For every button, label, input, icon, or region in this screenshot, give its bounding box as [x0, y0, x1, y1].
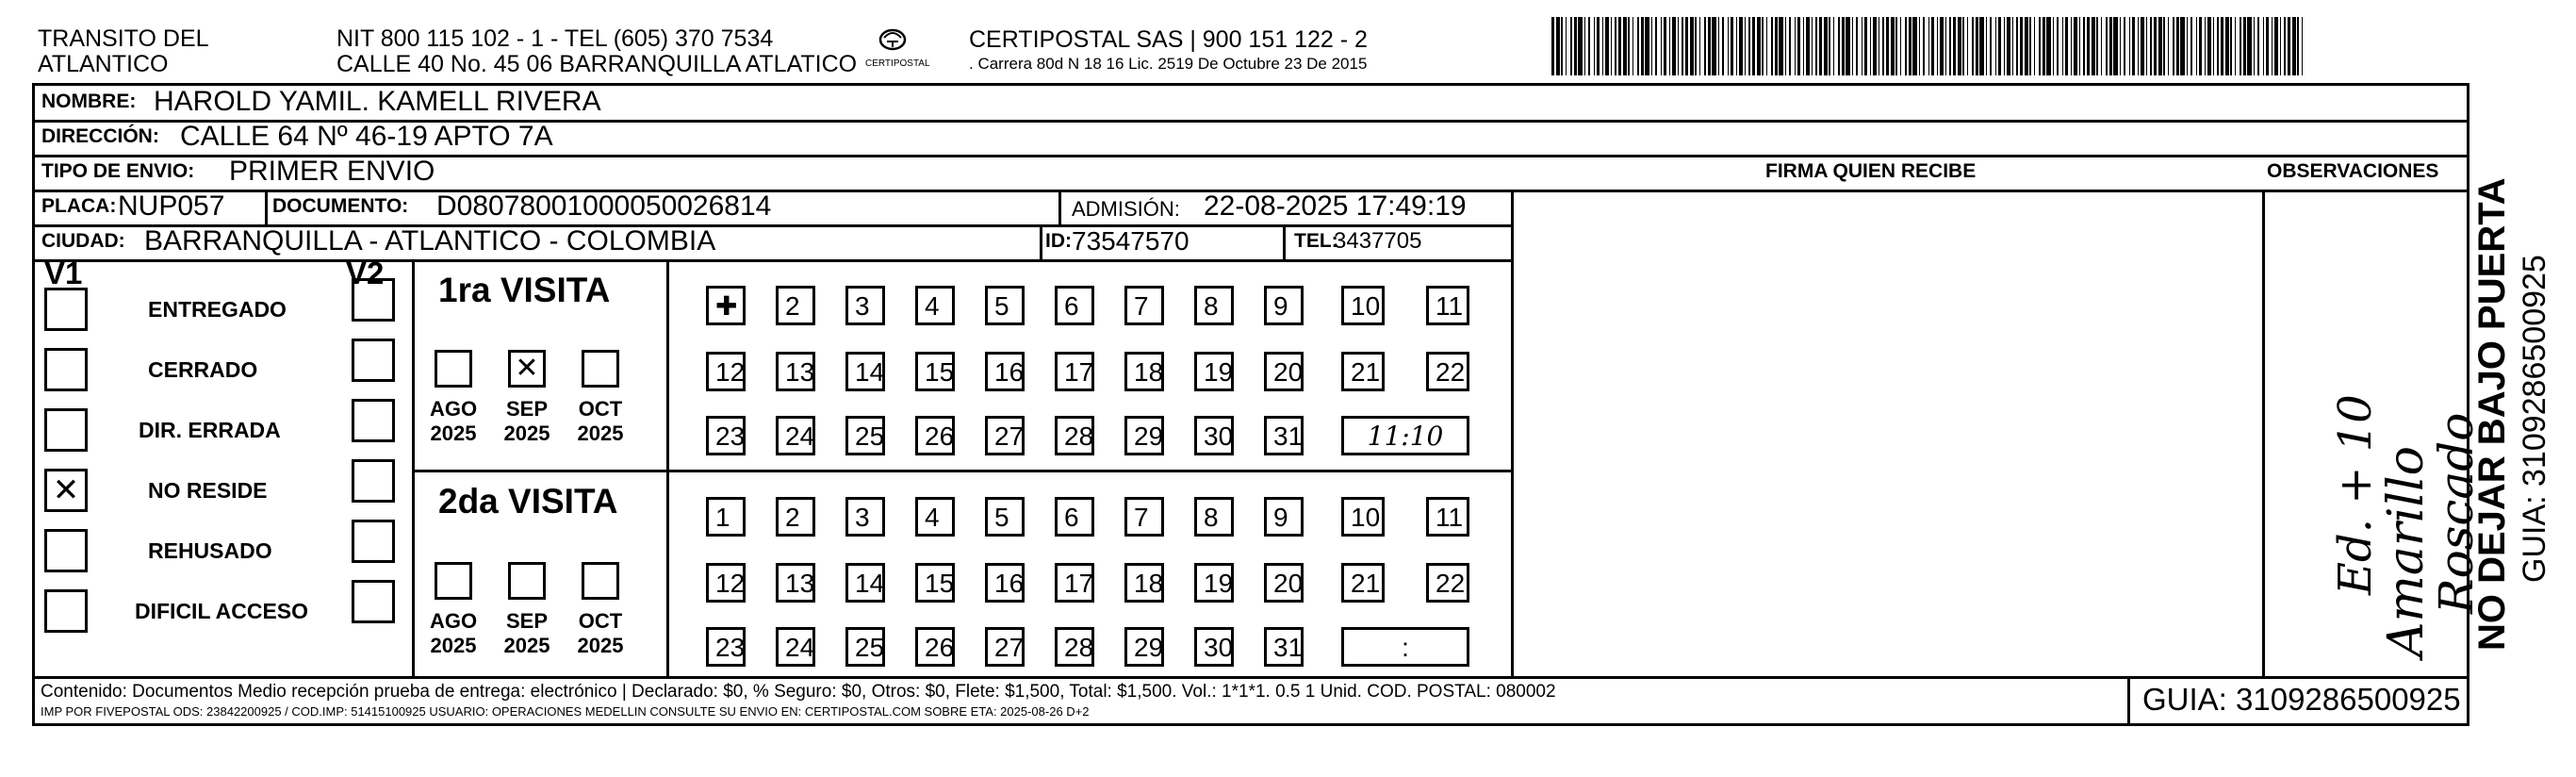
v1-header: V1: [44, 256, 83, 290]
id-value: 73547570: [1072, 226, 1190, 256]
day-box[interactable]: 31: [1264, 416, 1304, 455]
v1-checkbox[interactable]: [44, 348, 88, 391]
tipo-envio-value: PRIMER ENVIO: [229, 156, 435, 187]
handwritten-note-1: Ed. + 10: [2329, 394, 2382, 595]
footer-guia: GUIA: 3109286500925: [2142, 682, 2461, 717]
documento-value: D08078001000050026814: [436, 190, 772, 222]
day-box[interactable]: 13: [776, 563, 815, 603]
observaciones-header: OBSERVACIONES: [2267, 160, 2439, 182]
day-box[interactable]: 10: [1341, 497, 1385, 537]
org-line-1: TRANSITO DEL: [38, 25, 209, 52]
time-box[interactable]: :: [1341, 627, 1469, 667]
certipostal-logo: [860, 23, 930, 75]
no-dejar-bajo-puerta: NO DEJAR BAJO PUERTA: [2471, 177, 2513, 651]
day-box[interactable]: 14: [845, 563, 885, 603]
day-box[interactable]: 28: [1055, 416, 1094, 455]
barcode: [1551, 17, 2304, 75]
org-address: [336, 26, 857, 77]
month-label: SEP 2025: [503, 609, 550, 657]
courier-line-2: . Carrera 80d N 18 16 Lic. 2519 De Octubre 23 De 2015: [969, 55, 1368, 73]
day-box[interactable]: 24: [776, 416, 815, 455]
second-visit-title: 2da VISITA: [438, 482, 618, 521]
tel-value: 3437705: [1334, 228, 1422, 254]
day-box[interactable]: 15: [915, 352, 955, 391]
day-box[interactable]: 7: [1124, 286, 1164, 325]
v2-header: V2: [346, 256, 385, 290]
address-line: CALLE 40 No. 45 06 BARRANQUILLA ATLATICO: [336, 51, 858, 77]
ciudad-value: BARRANQUILLA - ATLANTICO - COLOMBIA: [144, 225, 716, 256]
day-box[interactable]: 20: [1264, 352, 1304, 391]
day-box[interactable]: 4: [915, 497, 955, 537]
day-box[interactable]: 4: [915, 286, 955, 325]
day-box[interactable]: 22: [1426, 563, 1469, 603]
placa-value: NUP057: [118, 190, 225, 222]
ciudad-label: CIUDAD:: [41, 230, 125, 252]
direccion-value: CALLE 64 Nº 46-19 APTO 7A: [180, 121, 553, 152]
status-label: DIFICIL ACCESO: [135, 599, 309, 623]
v2-checkbox[interactable]: [352, 278, 395, 322]
day-box[interactable]: 7: [1124, 497, 1164, 537]
org-line-2: ATLANTICO: [38, 51, 169, 77]
v2-checkbox[interactable]: [352, 459, 395, 503]
day-box[interactable]: 12: [706, 563, 746, 603]
footer-imp-line: IMP POR FIVEPOSTAL ODS: 23842200925 / COD.IMP: 51415100925 USUARIO: OPERACIONES MEDELLIN CONSULTE SU ENVIO EN: CERTIPOSTAL.COM SOBRE ETA: 2025-08-26 D+2: [41, 704, 1090, 719]
nombre-value: HAROLD YAMIL. KAMELL RIVERA: [154, 86, 601, 117]
v1-checkbox[interactable]: [44, 589, 88, 633]
day-box[interactable]: 21: [1341, 352, 1385, 391]
month-label: AGO 2025: [429, 609, 478, 657]
day-box[interactable]: 5: [985, 286, 1025, 325]
day-box[interactable]: 15: [915, 563, 955, 603]
day-box[interactable]: 9: [1264, 497, 1304, 537]
month-checkbox[interactable]: [508, 562, 546, 600]
handwritten-note-3: Roscado: [2429, 412, 2484, 614]
status-label: ENTREGADO: [148, 297, 287, 322]
org-name: [38, 26, 209, 77]
day-box[interactable]: 12: [706, 352, 746, 391]
admision-value: 22-08-2025 17:49:19: [1204, 190, 1467, 222]
day-box[interactable]: 19: [1194, 352, 1234, 391]
day-box[interactable]: 27: [985, 627, 1025, 667]
status-label: CERRADO: [148, 357, 258, 382]
v2-checkbox[interactable]: [352, 339, 395, 382]
tipo-envio-label: TIPO DE ENVIO:: [41, 160, 195, 182]
time-box[interactable]: 11:10: [1341, 416, 1469, 455]
month-label: SEP 2025: [503, 397, 550, 445]
day-box[interactable]: 17: [1055, 563, 1094, 603]
v1-checkbox[interactable]: [44, 288, 88, 331]
day-box[interactable]: 16: [985, 563, 1025, 603]
v1-checkbox[interactable]: ✕: [44, 469, 88, 512]
day-box[interactable]: 13: [776, 352, 815, 391]
day-box[interactable]: 23: [706, 627, 746, 667]
day-box[interactable]: 11: [1426, 286, 1469, 325]
month-label: OCT 2025: [577, 609, 624, 657]
day-box[interactable]: 6: [1055, 497, 1094, 537]
logo-caption: CERTIPOSTAL: [865, 58, 930, 69]
v1-checkbox[interactable]: [44, 529, 88, 572]
v2-checkbox[interactable]: [352, 399, 395, 442]
day-box[interactable]: 25: [845, 416, 885, 455]
day-box[interactable]: 29: [1124, 627, 1164, 667]
day-box[interactable]: 29: [1124, 416, 1164, 455]
day-box[interactable]: 3: [845, 497, 885, 537]
day-box[interactable]: 18: [1124, 563, 1164, 603]
day-box[interactable]: 8: [1194, 497, 1234, 537]
day-box[interactable]: 5: [985, 497, 1025, 537]
status-label: REHUSADO: [148, 538, 272, 563]
month-label: OCT 2025: [577, 397, 624, 445]
month-checkbox[interactable]: [435, 562, 472, 600]
id-label: ID:: [1045, 230, 1072, 252]
day-box[interactable]: 23: [706, 416, 746, 455]
day-box[interactable]: 10: [1341, 286, 1385, 325]
day-box[interactable]: 2: [776, 497, 815, 537]
status-label: NO RESIDE: [148, 478, 268, 503]
month-checkbox[interactable]: ✕: [508, 350, 546, 388]
first-visit-title: 1ra VISITA: [438, 271, 611, 309]
direccion-label: DIRECCIÓN:: [41, 125, 159, 147]
day-box[interactable]: 9: [1264, 286, 1304, 325]
day-box[interactable]: 28: [1055, 627, 1094, 667]
day-box[interactable]: 30: [1194, 627, 1234, 667]
month-checkbox[interactable]: [582, 350, 619, 388]
day-box[interactable]: 27: [985, 416, 1025, 455]
day-box[interactable]: 31: [1264, 627, 1304, 667]
day-box[interactable]: 8: [1194, 286, 1234, 325]
v2-checkbox[interactable]: [352, 520, 395, 563]
day-box[interactable]: 26: [915, 416, 955, 455]
day-box[interactable]: 11: [1426, 497, 1469, 537]
day-box[interactable]: 25: [845, 627, 885, 667]
day-box[interactable]: ✚: [706, 286, 746, 325]
day-box[interactable]: 22: [1426, 352, 1469, 391]
v1-checkbox[interactable]: [44, 408, 88, 452]
handwritten-note-2: Amarillo: [2378, 446, 2435, 657]
day-box[interactable]: 2: [776, 286, 815, 325]
admision-label: ADMISIÓN:: [1072, 197, 1180, 221]
delivery-form: [32, 83, 2484, 726]
v2-checkbox[interactable]: [352, 580, 395, 623]
month-checkbox[interactable]: [435, 350, 472, 388]
nit-line: NIT 800 115 102 - 1 - TEL (605) 370 7534: [336, 25, 774, 52]
day-box[interactable]: 26: [915, 627, 955, 667]
month-label: AGO 2025: [429, 397, 478, 445]
placa-label: PLACA:: [41, 195, 117, 217]
firma-header: FIRMA QUIEN RECIBE: [1765, 160, 1977, 182]
side-guia-number: GUIA: 3109286500925: [2517, 255, 2552, 583]
day-box[interactable]: 3: [845, 286, 885, 325]
day-box[interactable]: 16: [985, 352, 1025, 391]
day-box[interactable]: 18: [1124, 352, 1164, 391]
month-checkbox[interactable]: [582, 562, 619, 600]
day-box[interactable]: 20: [1264, 563, 1304, 603]
courier-line-1: CERTIPOSTAL SAS | 900 151 122 - 2: [969, 26, 1368, 53]
day-box[interactable]: 1: [706, 497, 746, 537]
day-box[interactable]: 14: [845, 352, 885, 391]
tel-label: TEL:: [1294, 230, 1338, 252]
footer-content-line: Contenido: Documentos Medio recepción prueba de entrega: electrónico | Declarado: $0, % Seguro: $0, Otros: $0, Flete: $1,500, Total: $1,500. Vol.: 1*1*1. 0.5 1 Unid. COD. POSTAL: 080002: [41, 682, 1556, 702]
day-box[interactable]: 19: [1194, 563, 1234, 603]
nombre-label: NOMBRE:: [41, 91, 137, 112]
status-label: DIR. ERRADA: [139, 418, 281, 442]
day-box[interactable]: 17: [1055, 352, 1094, 391]
day-box[interactable]: 6: [1055, 286, 1094, 325]
day-box[interactable]: 30: [1194, 416, 1234, 455]
documento-label: DOCUMENTO:: [272, 195, 409, 217]
day-box[interactable]: 24: [776, 627, 815, 667]
day-box[interactable]: 21: [1341, 563, 1385, 603]
